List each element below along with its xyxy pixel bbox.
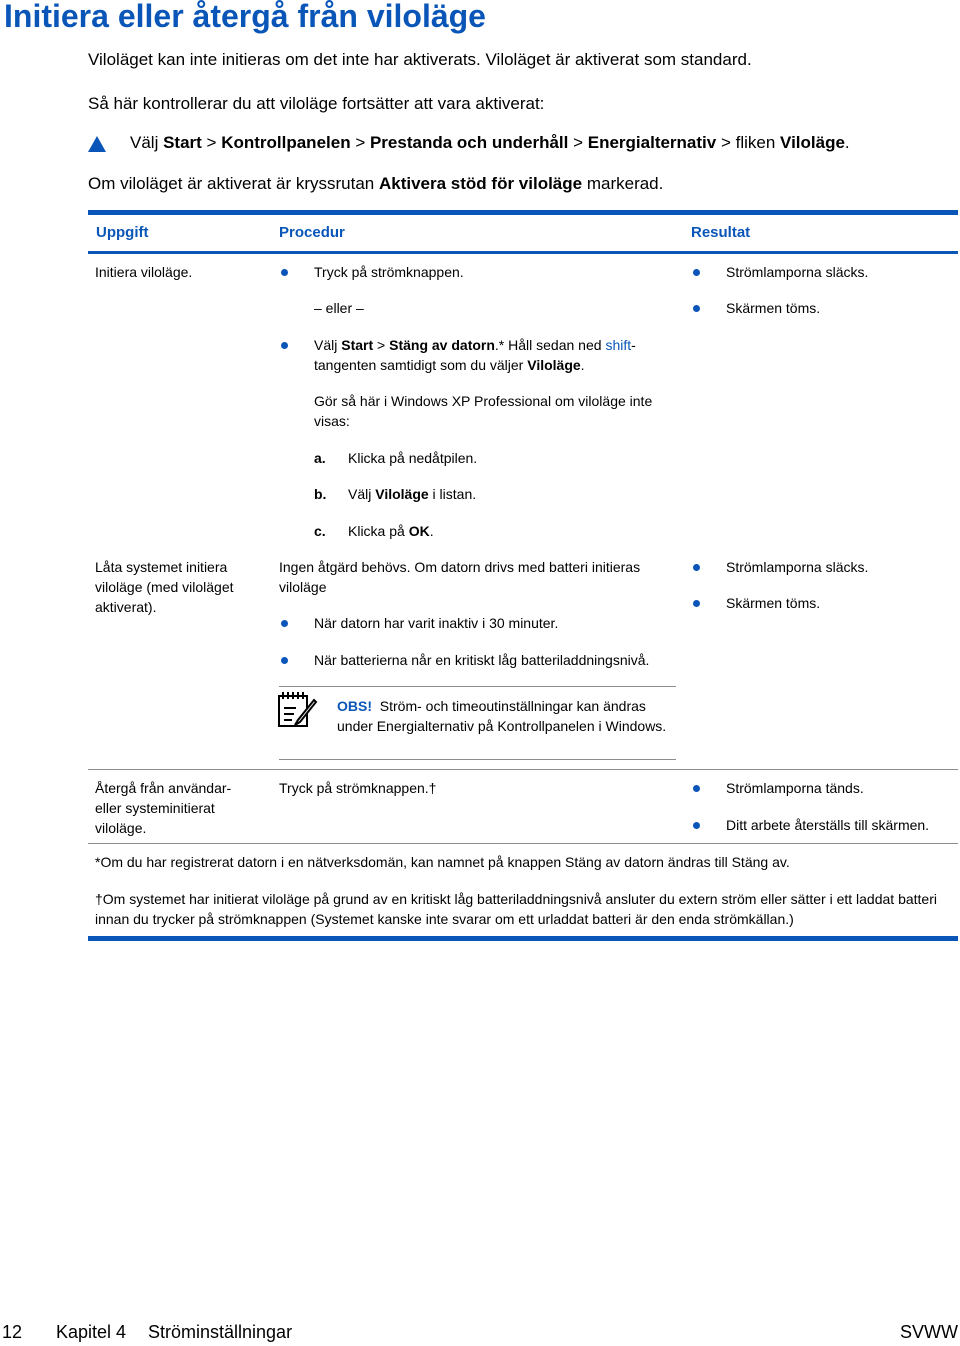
triangle-bullet-icon [88, 136, 106, 152]
page-title: Initiera eller återgå från viloläge [4, 0, 486, 34]
note-bottom-rule [279, 759, 676, 760]
bullet-icon [693, 269, 700, 276]
table-bottom-rule [88, 936, 958, 941]
row3-result2: Ditt arbete återställs till skärmen. [726, 817, 930, 833]
table-top-rule [88, 210, 958, 215]
footer-code: SVWW [900, 1322, 958, 1342]
row2-result1: Strömlamporna släcks. [726, 559, 869, 575]
bullet-icon [281, 269, 288, 276]
note-top-rule [279, 686, 676, 687]
row3-top-rule [88, 769, 958, 770]
footer-page-number: 12 [2, 1322, 23, 1342]
row1-result1: Strömlamporna släcks. [726, 264, 869, 280]
row2-proc-intro: Ingen åtgärd behövs. Om datorn drivs med batteri initieras viloläge [279, 559, 641, 595]
row1-a-text: Klicka på nedåtpilen. [348, 450, 478, 466]
bullet-icon [693, 564, 700, 571]
row2-bullet1: När datorn har varit inaktiv i 30 minuter. [314, 615, 559, 631]
header-result: Resultat [691, 224, 751, 241]
bullet-icon [693, 785, 700, 792]
footnote-1: *Om du har registrerat datorn i en nätverksdomän, kan namnet på knappen Stäng av datorn ändras till Stäng av. [95, 854, 790, 870]
row2-task: Låta systemet initiera viloläge (med viloläget aktiverat). [95, 559, 234, 615]
row1-c-label: c. [314, 523, 326, 539]
row1-result2: Skärmen töms. [726, 300, 821, 316]
row3-task: Återgå från användar- eller systeminitierat viloläge. [95, 780, 232, 836]
row3-procedure: Tryck på strömknappen.† [279, 780, 437, 796]
bullet-icon [693, 600, 700, 607]
row1-b-label: b. [314, 486, 327, 502]
row1-b-text: Välj Viloläge i listan. [348, 486, 477, 502]
row1-task: Initiera viloläge. [95, 264, 193, 280]
bullet-icon [281, 657, 288, 664]
row2-bullet2: När batterierna når en kritiskt låg batteriladdningsnivå. [314, 652, 650, 668]
bullet-icon [693, 305, 700, 312]
row1-a-label: a. [314, 450, 326, 466]
row3-result1: Strömlamporna tänds. [726, 780, 864, 796]
header-task: Uppgift [96, 224, 149, 241]
bullet-icon [281, 620, 288, 627]
header-procedure: Procedur [279, 224, 345, 241]
row2-result2: Skärmen töms. [726, 595, 821, 611]
intro-step: Välj Start > Kontrollpanelen > Prestanda och underhåll > Energialternativ > fliken Viloläge. [130, 133, 850, 152]
bullet-icon [693, 822, 700, 829]
row1-c-text: Klicka på OK. [348, 523, 434, 539]
intro-line-1: Viloläget kan inte initieras om det inte har aktiverats. Viloläget är aktiverat som standard. [88, 50, 752, 69]
row1-or: – eller – [314, 300, 364, 316]
footer-section: Ströminställningar [148, 1322, 293, 1342]
note-text: OBS! Ström- och timeoutinställningar kan ändras under Energialternativ på Kontrollpanelen i Windows. [337, 698, 667, 734]
header-rule [88, 251, 958, 254]
note-icon [276, 688, 318, 730]
footer-chapter: Kapitel 4 [56, 1322, 127, 1342]
footnote-rule [88, 843, 958, 844]
intro-line-2: Så här kontrollerar du att viloläge fortsätter att vara aktiverat: [88, 94, 545, 113]
row1-step1: Tryck på strömknappen. [314, 264, 464, 280]
intro-line-3: Om viloläget är aktiverat är kryssrutan Aktivera stöd för viloläge markerad. [88, 174, 664, 193]
footnote-2: †Om systemet har initierat viloläge på grund av en kritiskt låg batteriladdningsnivå ansluter du extern ström eller sätter i ett laddat batteri innan du trycker på strömknappen (Systemet kanske inte svarar om ett urladdat batteri är den enda strömkällan.) [95, 891, 937, 927]
row1-step2: Välj Start > Stäng av datorn.* Håll sedan ned shift-tangenten samtidigt som du väljer Viloläge. [314, 337, 636, 373]
bullet-icon [281, 342, 288, 349]
row1-xp-note: Gör så här i Windows XP Professional om viloläge inte visas: [314, 393, 653, 429]
